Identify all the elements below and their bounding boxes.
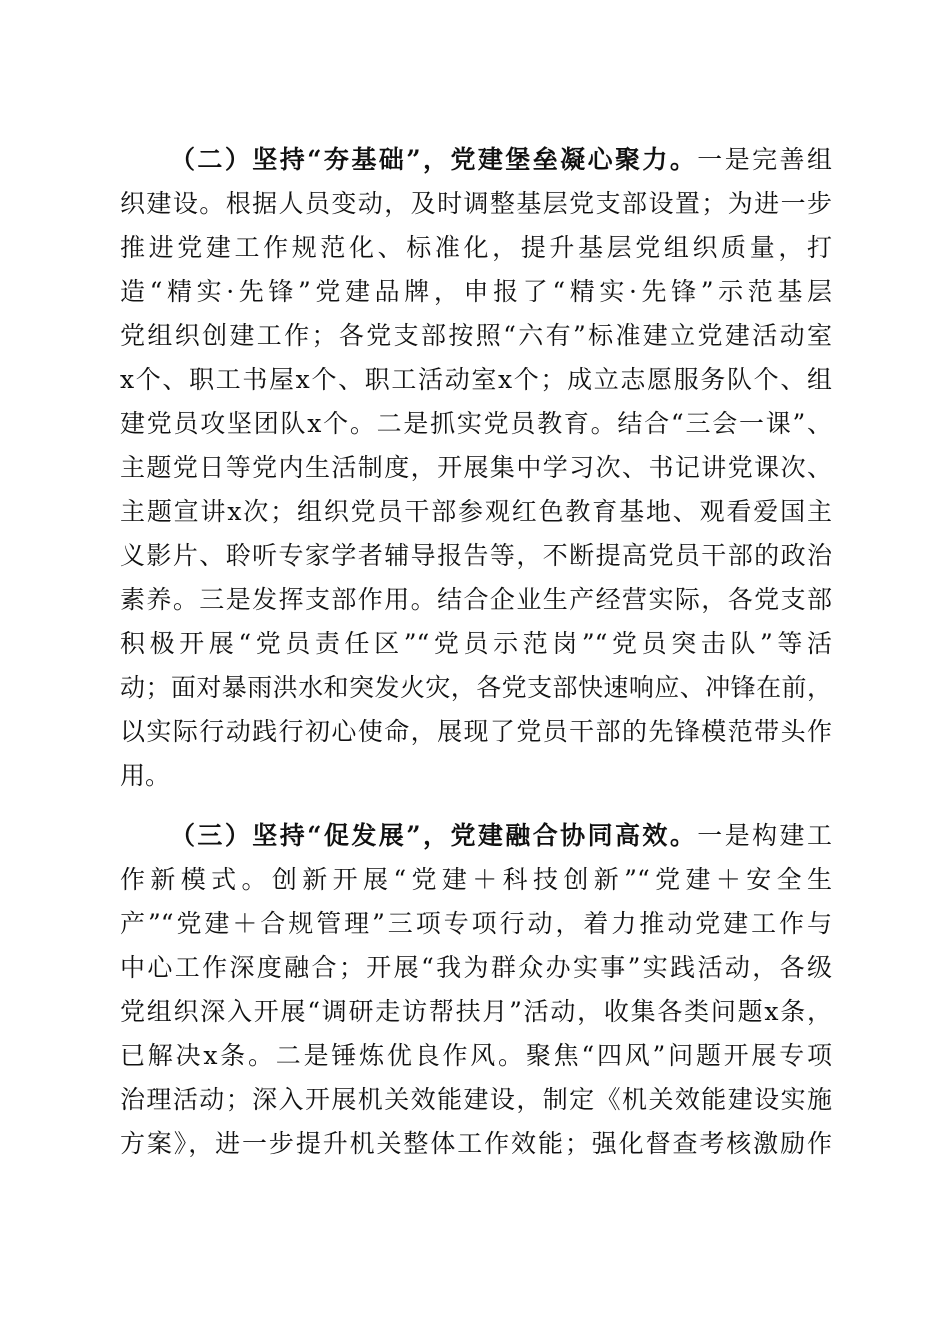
paragraph-2-line-8: 方案》，进一步提升机关整体工作效能；强化督查考核激励作: [120, 1129, 832, 1158]
paragraph-2-text: 一是构建工: [697, 821, 832, 850]
paragraph-1-line-6: x个、职工书屋x个、职工活动室x个；成立志愿服务队个、组: [120, 365, 832, 394]
paragraph-1-line-9: 主题宣讲x次；组织党员干部参观红色教育基地、观看爱国主: [120, 497, 832, 526]
paragraph-2-line-5: 党组织深入开展“调研走访帮扶月”活动，收集各类问题x条，: [120, 997, 832, 1026]
paragraph-1-line-3: 推进党建工作规范化、标准化，提升基层党组织质量，打: [120, 233, 832, 262]
paragraph-1-line-13: 动；面对暴雨洪水和突发火灾，各党支部快速响应、冲锋在前，: [120, 673, 832, 702]
paragraph-2-line-3: 产”“党建＋合规管理”三项专项行动，着力推动党建工作与: [120, 909, 832, 938]
paragraph-2-line-2: 作新模式。创新开展“党建＋科技创新”“党建＋安全生: [120, 865, 832, 894]
paragraph-1-line-10: 义影片、聆听专家学者辅导报告等，不断提高党员干部的政治: [120, 541, 832, 570]
paragraph-1-line-1: [170, 140, 832, 180]
paragraph-1-line-14: 以实际行动践行初心使命，展现了党员干部的先锋模范带头作: [120, 717, 832, 746]
paragraph-1-text: 一是完善组: [697, 145, 832, 174]
paragraph-1-heading: （二）坚持“夯基础”，党建堡垒凝心聚力。: [170, 145, 698, 174]
paragraph-2-line-4: 中心工作深度融合；开展“我为群众办实事”实践活动，各级: [120, 953, 832, 982]
paragraph-1-line-5: 党组织创建工作；各党支部按照“六有”标准建立党建活动室: [120, 321, 832, 350]
paragraph-1-line-11: 素养。三是发挥支部作用。结合企业生产经营实际，各党支部: [120, 585, 832, 614]
paragraph-2-heading: （三）坚持“促发展”，党建融合协同高效。: [170, 821, 698, 850]
paragraph-1-line-4: 造“精实·先锋”党建品牌，申报了“精实·先锋”示范基层: [120, 277, 832, 306]
paragraph-1-line-7: 建党员攻坚团队x个。二是抓实党员教育。结合“三会一课”、: [120, 409, 832, 438]
paragraph-2-line-1: [170, 816, 832, 856]
paragraph-1-line-2: 织建设。根据人员变动，及时调整基层党支部设置；为进一步: [120, 189, 832, 218]
paragraph-1-line-12: 积极开展“党员责任区”“党员示范岗”“党员突击队”等活: [120, 629, 832, 658]
paragraph-1-line-15: 用。: [120, 761, 171, 790]
paragraph-1-line-8: 主题党日等党内生活制度，开展集中学习次、书记讲党课次、: [120, 453, 832, 482]
paragraph-2-line-6: 已解决x条。二是锤炼优良作风。聚焦“四风”问题开展专项: [120, 1041, 832, 1070]
paragraph-2-line-7: 治理活动；深入开展机关效能建设，制定《机关效能建设实施: [120, 1085, 832, 1114]
